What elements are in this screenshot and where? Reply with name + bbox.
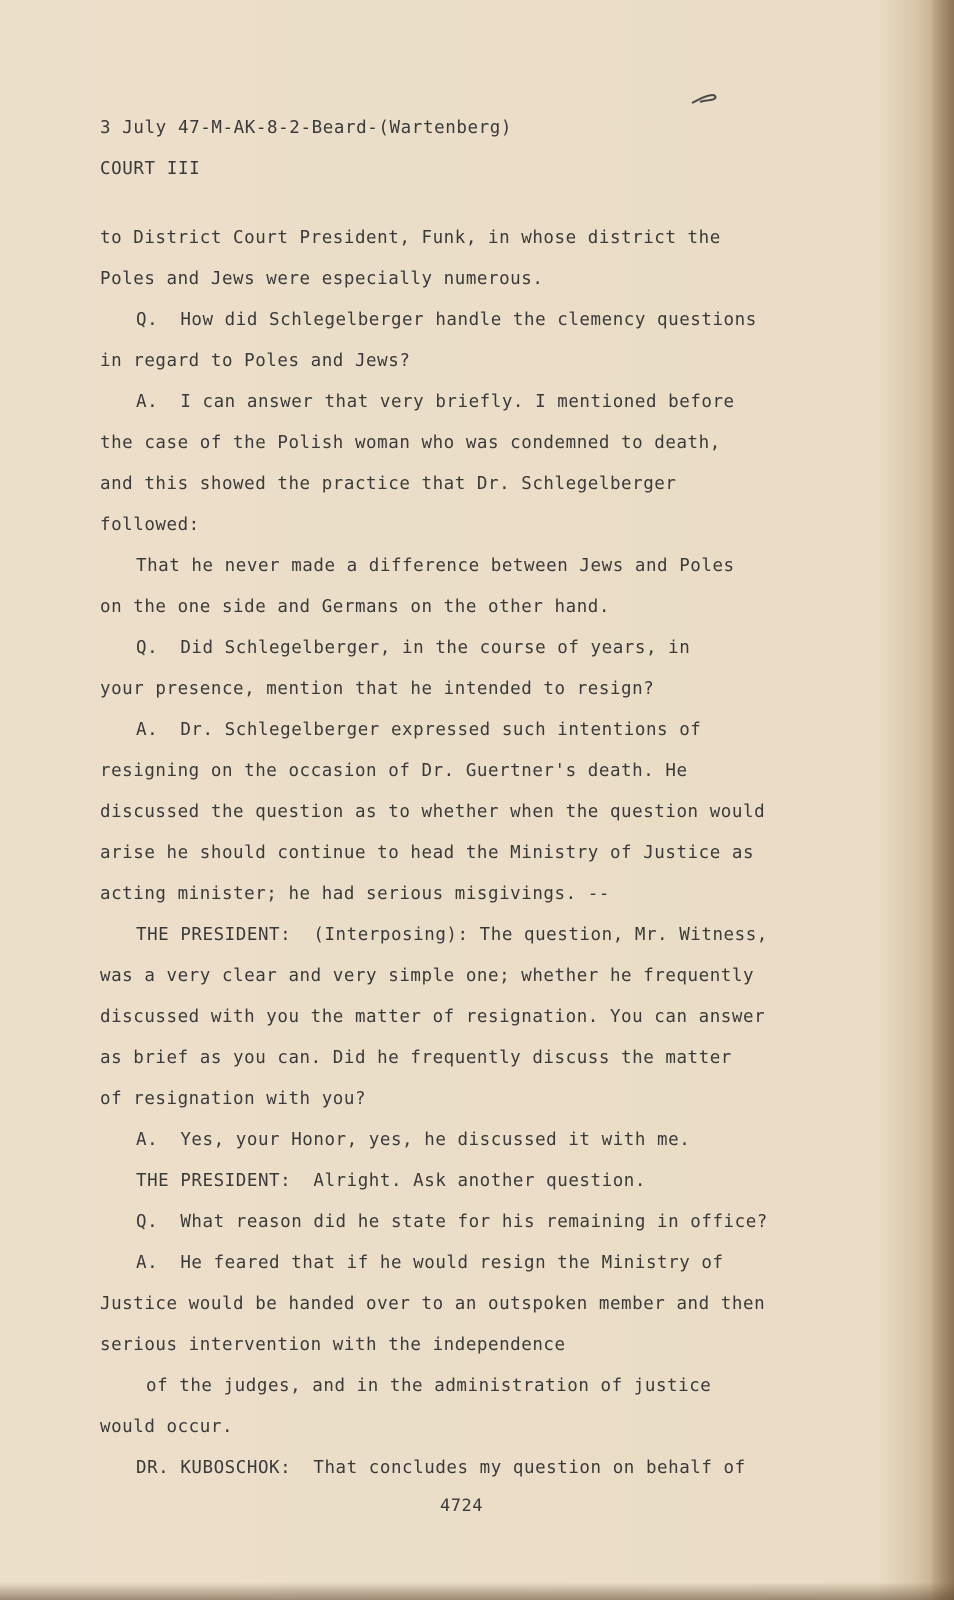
transcript-line: serious intervention with the independence — [100, 1335, 566, 1355]
ink-mark-icon — [690, 92, 718, 106]
transcript-line: would occur. — [100, 1417, 234, 1437]
transcript-line: THE PRESIDENT: Alright. Ask another question. — [136, 1171, 646, 1191]
transcript-line: followed: — [100, 515, 200, 535]
transcript-line: the case of the Polish woman who was condemned to death, — [100, 433, 721, 453]
page-number: 4724 — [440, 1496, 483, 1516]
transcript-line: Q. Did Schlegelberger, in the course of years, in — [136, 638, 691, 658]
transcript-line: Justice would be handed over to an outspoken member and then — [100, 1294, 766, 1314]
transcript-line: was a very clear and very simple one; whether he frequently — [100, 966, 755, 986]
paper-edge-shadow — [932, 0, 954, 1600]
transcript-line: A. He feared that if he would resign the Ministry of — [136, 1253, 724, 1273]
transcript-line: Q. What reason did he state for his remaining in office? — [136, 1212, 768, 1232]
transcript-line: discussed with you the matter of resignation. You can answer — [100, 1007, 766, 1027]
transcript-line: A. I can answer that very briefly. I mentioned before — [136, 392, 735, 412]
transcript-line: THE PRESIDENT: (Interposing): The question, Mr. Witness, — [136, 925, 768, 945]
transcript-line: arise he should continue to head the Ministry of Justice as — [100, 843, 755, 863]
transcript-line: Poles and Jews were especially numerous. — [100, 269, 544, 289]
transcript-line: Q. How did Schlegelberger handle the clemency questions — [136, 310, 757, 330]
court-label: COURT III — [100, 159, 201, 179]
transcript-line: That he never made a difference between Jews and Poles — [136, 556, 735, 576]
transcript-line: resigning on the occasion of Dr. Guertner's death. He — [100, 761, 688, 781]
transcript-line: as brief as you can. Did he frequently discuss the matter — [100, 1048, 732, 1068]
paper-bottom-shadow — [0, 1582, 954, 1600]
transcript-line: A. Dr. Schlegelberger expressed such intentions of — [136, 720, 702, 740]
document-reference: 3 July 47-M-AK-8-2-Beard-(Wartenberg) — [100, 118, 513, 138]
transcript-line: to District Court President, Funk, in whose district the — [100, 228, 721, 248]
transcript-line: discussed the question as to whether when the question would — [100, 802, 766, 822]
transcript-body — [100, 218, 860, 1489]
transcript-line: in regard to Poles and Jews? — [100, 351, 411, 371]
transcript-line: DR. KUBOSCHOK: That concludes my question on behalf of — [136, 1458, 746, 1478]
transcript-line: and this showed the practice that Dr. Schlegelberger — [100, 474, 677, 494]
transcript-line: your presence, mention that he intended to resign? — [100, 679, 655, 699]
transcript-line: of resignation with you? — [100, 1089, 367, 1109]
transcript-line: on the one side and Germans on the other hand. — [100, 597, 610, 617]
transcript-line: of the judges, and in the administration of justice — [146, 1376, 712, 1396]
transcript-line: A. Yes, your Honor, yes, he discussed it with me. — [136, 1130, 691, 1150]
transcript-line: acting minister; he had serious misgivings. -- — [100, 884, 610, 904]
